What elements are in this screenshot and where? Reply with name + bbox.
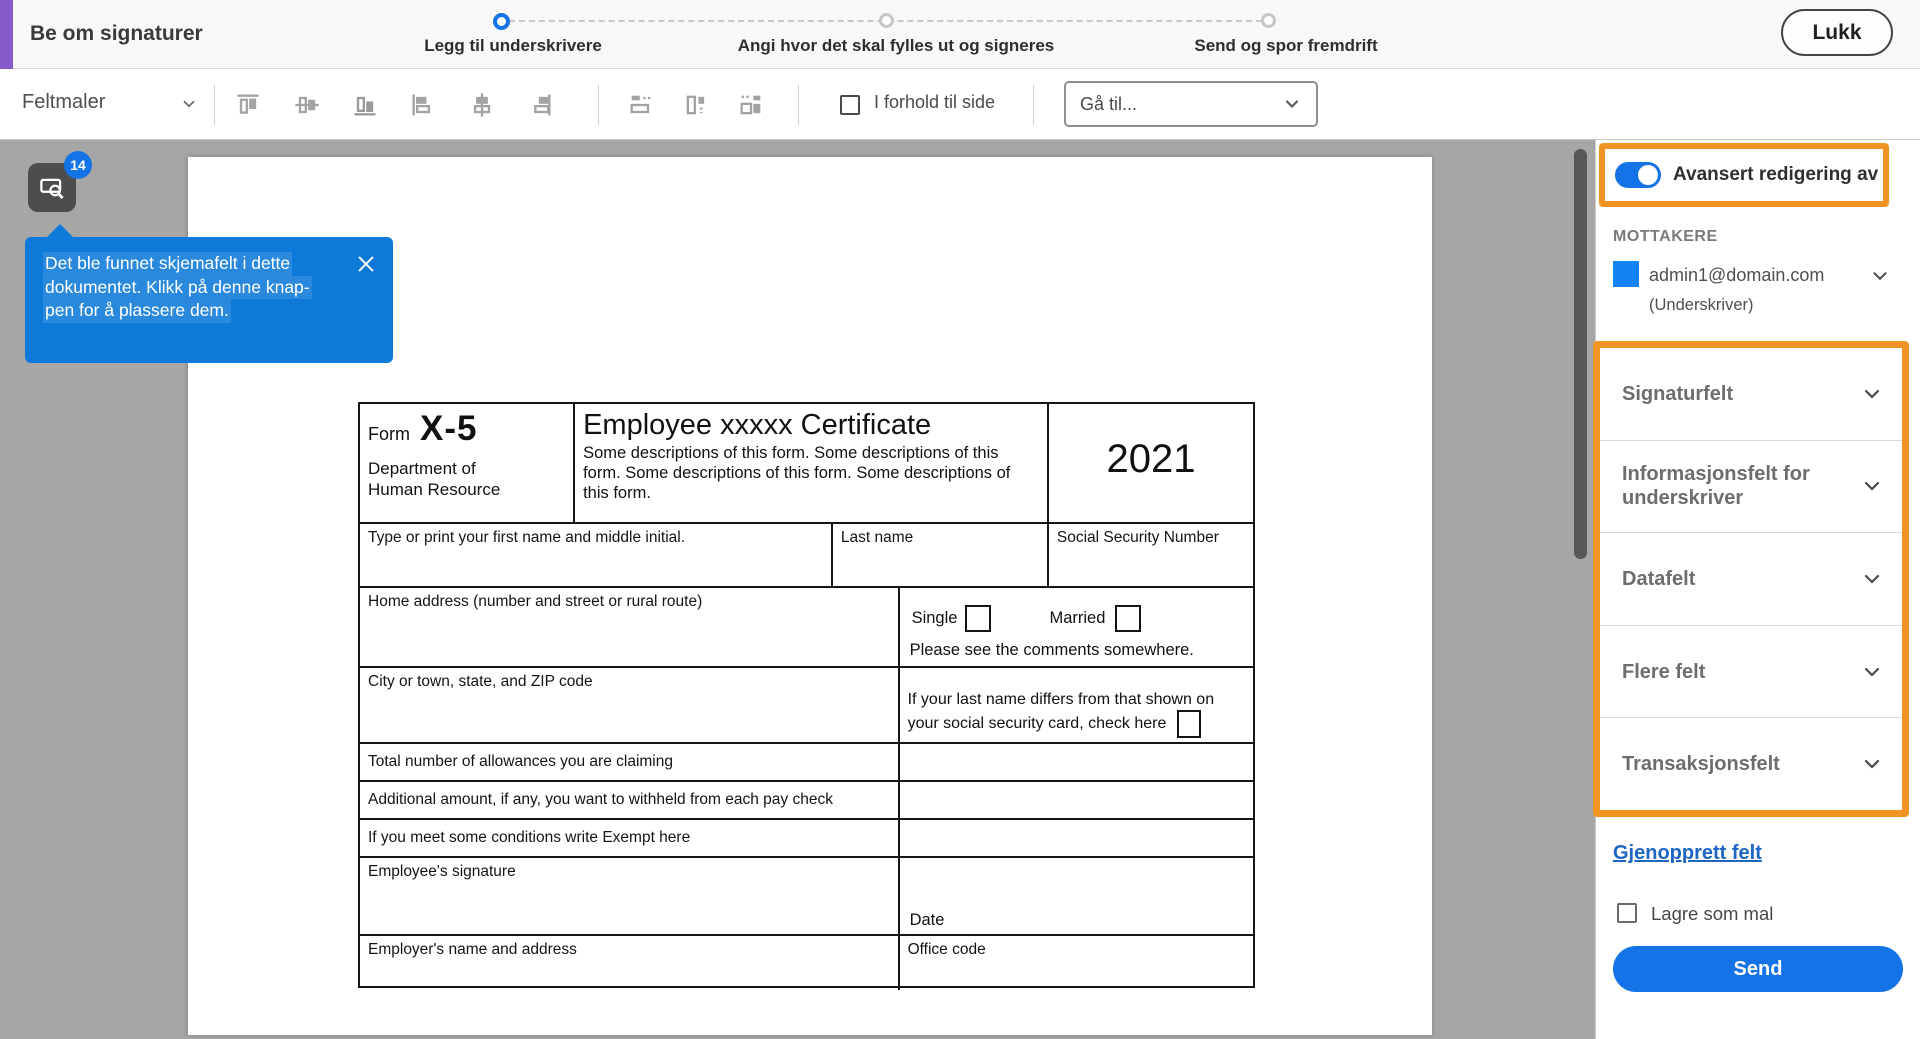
align-left-icon[interactable] (403, 85, 443, 125)
chevron-down-icon (1860, 382, 1884, 406)
form-table (358, 402, 1255, 988)
toolbar-divider (214, 85, 215, 125)
field-employer-name: Employer's name and address (368, 941, 577, 958)
married-checkbox (1115, 605, 1141, 632)
section-data-fields[interactable] (1600, 532, 1902, 625)
field-ssn: Social Security Number (1047, 524, 1253, 586)
chevron-down-icon (1860, 474, 1884, 498)
section-signer-info-fields[interactable] (1600, 440, 1902, 533)
section-label: Signaturfelt (1622, 382, 1734, 405)
field-city: City or town, state, and ZIP code (368, 673, 593, 690)
section-label: Flere felt (1622, 660, 1706, 683)
goto-dropdown[interactable] (1064, 81, 1318, 127)
step-dot-3 (1261, 13, 1276, 28)
single-checkbox (965, 605, 991, 632)
exempt-value-cell (898, 820, 1253, 856)
advanced-editing-highlight-box (1599, 143, 1889, 207)
field-date: Date (909, 911, 945, 929)
close-button[interactable]: Lukk (1781, 9, 1893, 56)
step-dot-2 (879, 13, 894, 28)
send-button[interactable]: Send (1613, 946, 1903, 992)
field-home-address: Home address (number and street or rural route) (368, 593, 703, 610)
field-allowances: Total number of allowances you are claiming (368, 753, 673, 770)
align-horizontal-center-icon[interactable] (462, 85, 502, 125)
toolbar-divider (598, 85, 599, 125)
page-title: Be om signaturer (30, 22, 203, 45)
department-line1: Department of (368, 459, 476, 478)
align-top-icon[interactable] (228, 85, 268, 125)
field-married-label: Married (1049, 609, 1106, 627)
match-size-icon[interactable] (731, 85, 771, 125)
distribute-vertically-icon[interactable] (676, 85, 716, 125)
field-last-name: Last name (831, 524, 1047, 586)
section-signature-fields[interactable] (1600, 348, 1902, 440)
step-label-send-track: Send og spor fremdrift (1194, 36, 1378, 55)
relative-to-page-checkbox[interactable] (840, 95, 860, 115)
document-title: Employee xxxxx Certificate (583, 409, 932, 441)
step-label-add-signers: Legg til underskrivere (424, 36, 602, 55)
tooltip-close-icon[interactable] (355, 253, 377, 275)
chevron-down-icon (1860, 752, 1884, 776)
form-year: 2021 (1106, 437, 1196, 481)
align-bottom-icon[interactable] (345, 85, 385, 125)
allowances-value-cell (898, 744, 1253, 780)
tooltip-text-line: Det ble funnet skjemafelt i dette (43, 252, 292, 276)
section-more-fields[interactable] (1600, 625, 1902, 718)
tooltip-text-line: pen for å plassere dem. (43, 299, 231, 323)
step-dot-1 (493, 13, 510, 30)
field-employee-signature: Employee's signature (368, 863, 516, 880)
field-exempt: If you meet some conditions write Exempt here (368, 829, 691, 846)
align-right-icon[interactable] (520, 85, 560, 125)
section-label: Datafelt (1622, 567, 1696, 590)
top-bar (0, 0, 1920, 69)
chevron-down-icon (1860, 660, 1884, 684)
right-panel (1595, 140, 1920, 1039)
field-additional-amount: Additional amount, if any, you want to withheld from each pay check (368, 791, 833, 808)
field-first-name: Type or print your first name and middle initial. (368, 529, 686, 546)
field-comments-note: Please see the comments somewhere. (909, 641, 1194, 659)
field-finder-icon (37, 173, 67, 203)
form-number: X-5 (420, 409, 478, 448)
goto-dropdown-value: Gå til... (1080, 93, 1138, 114)
save-as-template-checkbox[interactable] (1617, 903, 1637, 923)
additional-amount-value-cell (898, 782, 1253, 818)
detected-fields-button[interactable] (28, 157, 86, 212)
tooltip-arrow (47, 224, 73, 237)
toolbar-divider (1033, 85, 1034, 125)
advanced-editing-toggle[interactable] (1615, 162, 1661, 188)
field-office-code: Office code (898, 936, 1253, 990)
field-differs-line1: If your last name differs from that shown on (907, 691, 1215, 708)
recipient-expand-chevron-icon[interactable] (1869, 265, 1891, 287)
editor-toolbar (0, 69, 1920, 140)
toggle-knob (1638, 165, 1658, 185)
recipient-email: admin1@domain.com (1649, 265, 1825, 285)
toolbar-divider (798, 85, 799, 125)
document-canvas (0, 140, 1595, 1039)
align-vertical-center-icon[interactable] (287, 85, 327, 125)
detected-fields-count-badge: 14 (64, 151, 92, 179)
detected-fields-tooltip (25, 237, 393, 363)
field-single-label: Single (911, 609, 958, 627)
distribute-horizontally-icon[interactable] (621, 85, 661, 125)
chevron-down-icon (1860, 567, 1884, 591)
chevron-down-icon (180, 95, 198, 113)
department-line2: Human Resource (368, 480, 501, 499)
field-categories-highlight-box (1593, 341, 1909, 817)
document-description: Some descriptions of this form. Some descriptions of this form. Some descriptions of this form. Some descriptions of this form. (583, 444, 1011, 502)
recipient-role: (Underskriver) (1649, 296, 1754, 314)
section-label: Informasjonsfelt for underskriver (1622, 463, 1810, 510)
tooltip-text-line: dokumentet. Klikk på denne knap- (43, 276, 312, 300)
field-differs-line2: your social security card, check here (907, 715, 1167, 733)
vertical-scrollbar-thumb[interactable] (1574, 149, 1587, 559)
step-label-place-fields: Angi hvor det skal fylles ut og signeres (737, 36, 1055, 55)
relative-to-page-label: I forhold til side (874, 92, 996, 112)
recipients-heading: MOTTAKERE (1613, 228, 1718, 245)
differs-checkbox (1177, 710, 1201, 738)
field-templates-dropdown[interactable]: Feltmaler (22, 91, 106, 113)
advanced-editing-label: Avansert redigering av (1673, 164, 1879, 185)
recipient-color-swatch (1613, 261, 1639, 287)
section-transaction-fields[interactable] (1600, 717, 1902, 810)
save-as-template-label: Lagre som mal (1651, 903, 1774, 924)
restore-fields-link[interactable]: Gjenopprett felt (1613, 842, 1762, 864)
section-label: Transaksjonsfelt (1622, 753, 1780, 776)
form-word: Form (368, 424, 410, 444)
chevron-down-icon (1282, 94, 1302, 114)
brand-stripe (0, 0, 13, 69)
